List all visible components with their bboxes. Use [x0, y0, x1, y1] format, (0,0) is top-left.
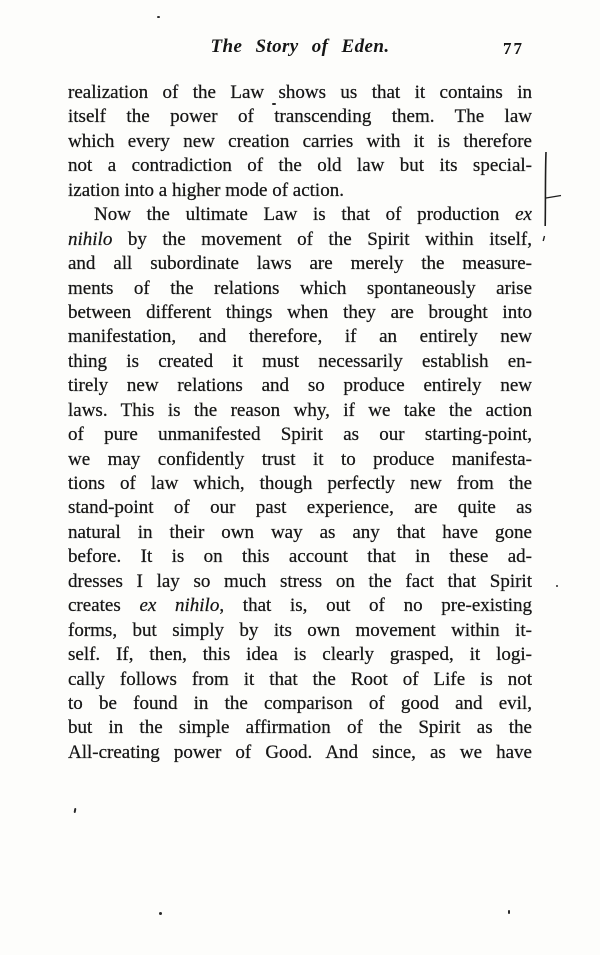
page-number: 77: [503, 39, 524, 58]
text-line: dresses I lay so much stress on the fact that Spirit: [68, 570, 532, 592]
text-line: ization into a higher mode of action.: [68, 179, 344, 201]
text-line: All-creating power of Good. And since, as we have: [68, 741, 532, 763]
text-line: which every new creation carries with it is therefore: [68, 130, 532, 152]
text-line: itself the power of transcending them. The law: [68, 106, 532, 128]
text-line: Now the ultimate Law is that of production ex: [94, 204, 532, 226]
text-line: forms, but simply by its own movement within it-: [68, 619, 532, 641]
text-line: to be found in the comparison of good and evil,: [68, 692, 532, 714]
text-line: laws. This is the reason why, if we take the action: [68, 399, 532, 421]
text-line: tions of law which, though perfectly new from the: [68, 473, 532, 494]
text-line: tirely new relations and so produce entirely new: [68, 375, 532, 397]
text-line: we may confidently trust it to produce manifesta-: [68, 448, 532, 470]
running-header: [68, 36, 532, 62]
text-line: not a contradiction of the old law but its special-: [68, 155, 532, 177]
text-line: and all subordinate laws are merely the measure-: [68, 253, 532, 275]
margin-pencil-mark-icon: [538, 148, 570, 248]
text-line: self. If, then, this idea is clearly grasped, it logi-: [68, 644, 532, 666]
text-line: realization of the Law shows us that it contains in: [68, 82, 532, 103]
text-line: nihilo by the movement of the Spirit within itself,: [68, 228, 532, 250]
text-line: stand-point of our past experience, are quite as: [68, 497, 532, 519]
scan-speck: [74, 808, 77, 813]
scan-speck: [159, 912, 162, 915]
text-line: manifestation, and therefore, if an entirely new: [68, 326, 532, 348]
scan-speck: [556, 585, 558, 587]
text-line: thing is created it must necessarily establish en-: [68, 350, 532, 372]
scan-speck: [508, 910, 510, 914]
text-line: between different things when they are brought into: [68, 301, 532, 323]
text-line: before. It is on this account that in these ad-: [68, 546, 532, 568]
text-line: but in the simple affirmation of the Spirit as the: [68, 717, 532, 739]
text-line: natural in their own way as any that have gone: [68, 521, 532, 543]
text-block: [68, 81, 532, 765]
page-title: The Story of Eden.: [210, 36, 390, 57]
text-line: cally follows from it that the Root of Life is not: [68, 668, 532, 690]
scan-speck: [272, 103, 276, 105]
scan-speck: [157, 16, 160, 18]
text-line: creates ex nihilo, that is, out of no pre-existing: [68, 595, 532, 617]
text-line: of pure unmanifested Spirit as our starting-point,: [68, 424, 532, 446]
text-line: ments of the relations which spontaneously arise: [68, 277, 532, 299]
